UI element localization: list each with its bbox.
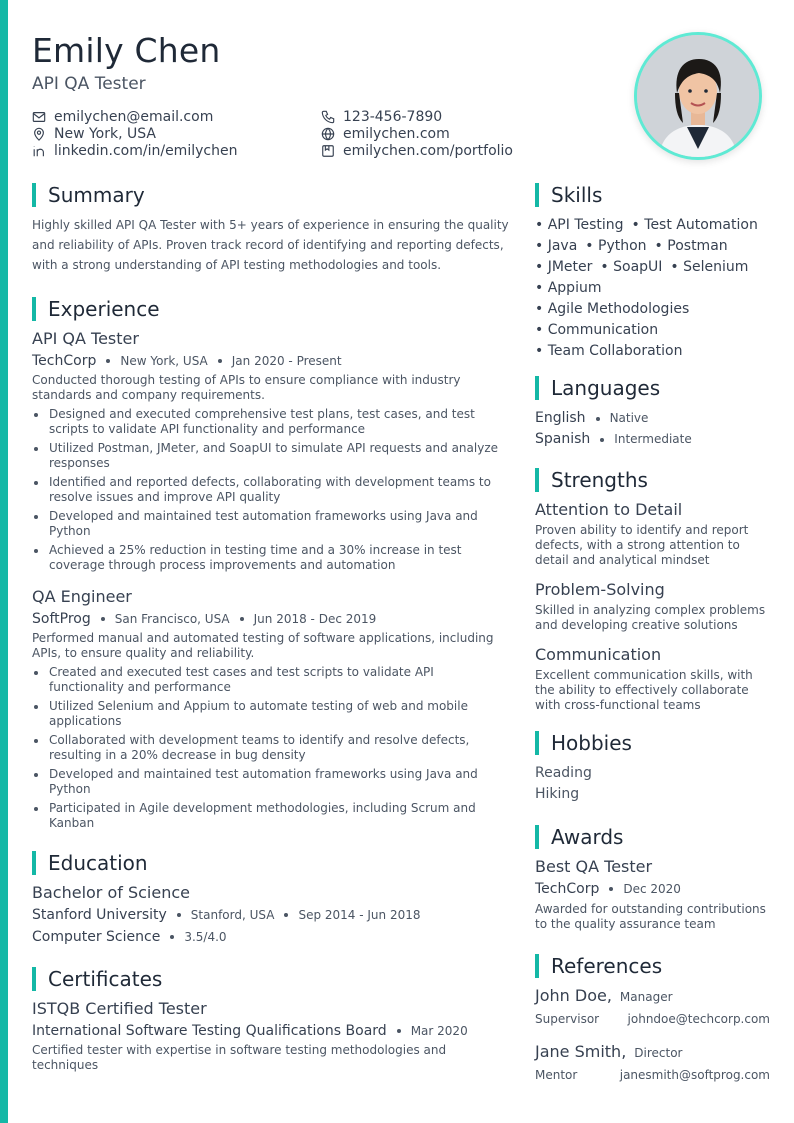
education-dates: Sep 2014 - Jun 2018 [298,908,421,922]
experience-entry [32,329,512,573]
resume-header [32,30,592,159]
reference-details [535,1011,770,1027]
skill-item: • Appium [535,278,601,299]
contact-linkedin[interactable] [32,142,237,159]
website-text: emilychen.com [343,125,450,142]
separator-dot [101,617,105,621]
bullet-item: Created and executed test cases and test scripts to validate API functionality and performance [32,665,512,695]
school-name: Stanford University [32,907,167,923]
location-text: New York, USA [54,125,156,142]
portfolio-icon [321,144,335,158]
job-description: Conducted thorough testing of APIs to ensure compliance with industry standards and company requirements. [32,373,461,402]
strengths-heading: Strengths [535,468,770,492]
skill-item: • Agile Methodologies [535,299,689,320]
language-level: Native [609,411,649,425]
separator-dot [106,359,110,363]
certificate-date: Mar 2020 [410,1024,468,1038]
language-item [535,429,770,450]
strength-item [535,500,770,568]
contact-email[interactable] [32,108,213,125]
strength-description: Proven ability to identify and report defects, with a strong attention to detail and analytical mindset [535,523,749,567]
hobbies-list [535,763,770,805]
right-column [535,183,770,1083]
hobbies-heading: Hobbies [535,731,770,755]
separator-dot [596,417,600,421]
experience-heading: Experience [32,297,512,321]
award-description: Awarded for outstanding contributions to the quality assurance team [535,902,766,931]
job-dates: Jan 2020 - Present [231,354,342,368]
reference-item [535,1042,770,1083]
separator-dot [240,617,244,621]
accent-bar [0,0,8,1123]
languages-list [535,408,770,450]
summary-heading: Summary [32,183,512,207]
email-text: emilychen@email.com [54,108,214,125]
reference-details [535,1067,770,1083]
hobby-item: Hiking [535,786,580,802]
certificate-description: Certified tester with expertise in software testing methodologies and techniques [32,1043,447,1072]
bullet-item: Designed and executed comprehensive test plans, test cases, and test scripts to validate API functionality and performance [32,407,512,437]
skill-item: • API Testing [535,215,624,236]
reference-email[interactable]: janesmith@softprog.com [619,1068,770,1082]
bullet-item: Developed and maintained test automation frameworks using Java and Python [32,509,512,539]
globe-icon [321,127,335,141]
award-entry [535,857,770,932]
skill-item: • Java [535,236,577,257]
reference-relation: Supervisor [535,1012,600,1026]
award-org: TechCorp [535,881,600,897]
job-title: QA Engineer [32,587,132,606]
skill-item: • Selenium [670,257,748,278]
reference-role: Manager [619,990,673,1004]
job-location: New York, USA [120,354,208,368]
skill-item: • SoapUI [600,257,662,278]
candidate-name: Emily Chen [32,31,221,70]
strength-description: Excellent communication skills, with the ability to effectively collaborate with cross-functional teams [535,668,753,712]
language-item [535,408,770,429]
hobby-item: Reading [535,765,592,781]
certificate-issuer: International Software Testing Qualifications Board [32,1023,387,1039]
degree-name: Bachelor of Science [32,883,190,902]
field-of-study: Computer Science [32,929,161,945]
candidate-title: API QA Tester [32,74,146,94]
bullet-item: Achieved a 25% reduction in testing time and a 30% increase in test coverage through process improvements and automation [32,543,512,573]
skills-list [535,215,770,362]
certificate-name: ISTQB Certified Tester [32,999,207,1018]
skill-item: • Postman [655,236,728,257]
skill-item: • JMeter [535,257,592,278]
profile-photo [634,32,762,160]
phone-icon [321,110,335,124]
avatar-illustration [637,35,759,157]
language-level: Intermediate [614,432,692,446]
job-title: API QA Tester [32,329,139,348]
job-location: San Francisco, USA [114,612,230,626]
awards-heading: Awards [535,825,770,849]
reference-name-row [535,1042,770,1061]
job-bullets [32,407,512,573]
education-entry [32,883,512,947]
award-title: Best QA Tester [535,857,653,876]
education-meta [32,905,512,925]
job-meta [32,351,512,371]
bullet-item: Utilized Selenium and Appium to automate testing of web and mobile applications [32,699,512,729]
reference-name: Jane Smith, [535,1042,627,1061]
separator-dot [177,913,181,917]
linkedin-icon [32,144,46,158]
contact-website[interactable] [321,125,450,142]
skill-item: • Team Collaboration [535,341,682,362]
job-bullets [32,665,512,831]
language-name: English [535,410,586,426]
mail-icon [32,110,46,124]
school-location: Stanford, USA [190,908,275,922]
reference-item [535,986,770,1027]
location-pin-icon [32,127,46,141]
separator-dot [609,887,613,891]
reference-role: Director [634,1046,683,1060]
summary-text: Highly skilled API QA Tester with 5+ years of experience in ensuring the quality and reliability of APIs. Proven track record of identifying and reporting defects, with a strong understanding of API testing methodologies and tools. [32,218,509,272]
bullet-item: Identified and reported defects, collaborating with development teams to resolve issues and improve API quality [32,475,512,505]
reference-name-row [535,986,770,1005]
skill-item: • Python [585,236,646,257]
language-name: Spanish [535,431,591,447]
strength-item [535,645,770,713]
gpa: 3.5/4.0 [184,930,227,944]
separator-dot [218,359,222,363]
bullet-item: Developed and maintained test automation frameworks using Java and Python [32,767,512,797]
separator-dot [600,438,604,442]
bullet-item: Utilized Postman, JMeter, and SoapUI to simulate API requests and analyze responses [32,441,512,471]
contact-portfolio[interactable] [321,142,513,159]
references-heading: References [535,954,770,978]
portfolio-text: emilychen.com/portfolio [343,142,513,159]
company-name: SoftProg [32,611,91,627]
strength-title: Communication [535,645,662,664]
award-date: Dec 2020 [623,882,681,896]
reference-relation: Mentor [535,1068,578,1082]
experience-entry [32,587,512,831]
award-meta [535,879,770,899]
reference-name: John Doe, [535,986,612,1005]
contact-phone[interactable] [321,108,442,125]
job-description: Performed manual and automated testing of software applications, including APIs, to ensure quality and reliability. [32,631,494,660]
phone-text: 123-456-7890 [343,108,443,125]
job-meta [32,609,512,629]
left-column [32,183,512,1073]
skill-item: • Communication [535,320,658,341]
bullet-item: Participated in Agile development methodologies, including Scrum and Kanban [32,801,512,831]
education-heading: Education [32,851,512,875]
strength-item [535,580,770,633]
contact-location [32,125,156,142]
job-dates: Jun 2018 - Dec 2019 [253,612,377,626]
linkedin-text: linkedin.com/in/emilychen [54,142,238,159]
skill-item: • Test Automation [632,215,758,236]
languages-heading: Languages [535,376,770,400]
strength-description: Skilled in analyzing complex problems and developing creative solutions [535,603,766,632]
bullet-item: Collaborated with development teams to identify and resolve defects, resulting in a 20% decrease in bug density [32,733,512,763]
separator-dot [397,1029,401,1033]
strength-title: Problem-Solving [535,580,665,599]
certificate-entry [32,999,512,1073]
company-name: TechCorp [32,353,97,369]
education-field-meta [32,927,512,947]
skills-heading: Skills [535,183,770,207]
separator-dot [170,935,174,939]
certificates-heading: Certificates [32,967,512,991]
reference-email[interactable]: johndoe@techcorp.com [627,1012,770,1026]
strength-title: Attention to Detail [535,500,683,519]
separator-dot [284,913,288,917]
certificate-meta [32,1021,512,1041]
